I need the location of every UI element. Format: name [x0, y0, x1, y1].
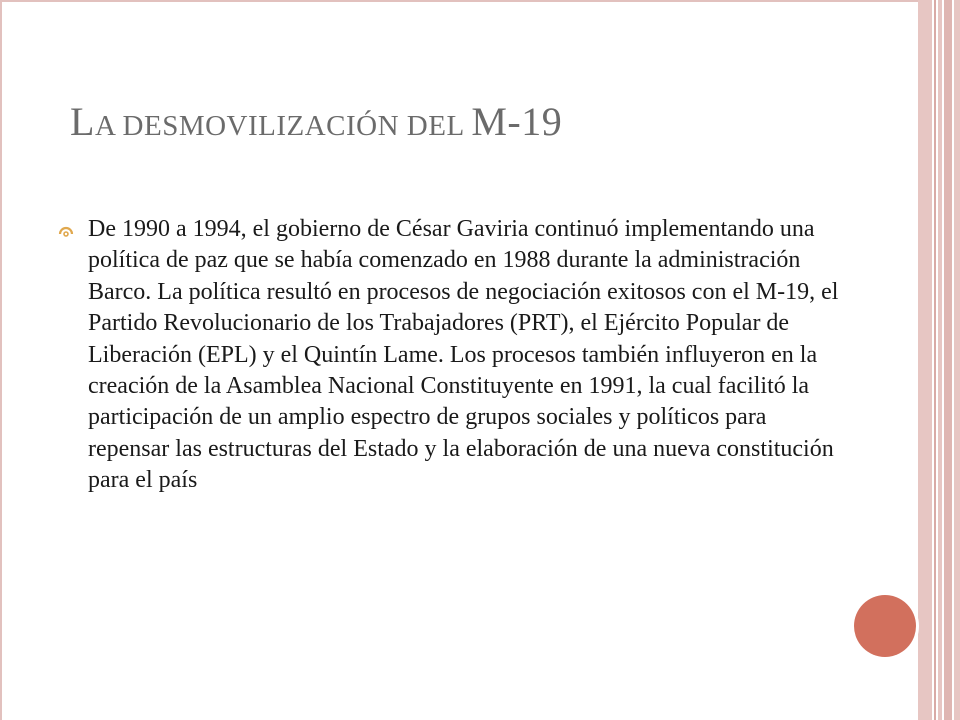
title-smallcaps: A DESMOVILIZACIÓN DEL: [94, 110, 472, 142]
slide-frame-left: [0, 0, 2, 720]
slide-frame-top: [0, 0, 918, 2]
title-suffix: M-19: [471, 99, 563, 144]
bullet-text: De 1990 a 1994, el gobierno de César Gaviria continuó implementando una política de paz que se había comenzado en 1988 durante la administración Barco. La política resultó en procesos de negociación exitosos con el M-19, el Partido Revolucionario de los Trabajadores (PRT), el Ejército Popular de Liberación (EPL) y el Quintín Lame. Los procesos también influyeron en la creación de la Asamblea Nacional Constituyente en 1991, la cual facilitó la participación de un amplio espectro de grupos sociales y políticos para repensar las estructuras del Estado y la elaboración de una nueva constitución para el país: [88, 216, 839, 494]
decorative-stripe: [954, 0, 960, 720]
decorative-stripe: [918, 0, 932, 720]
bullet-icon: [58, 226, 74, 240]
accent-circle: [854, 595, 916, 657]
decorative-stripe: [934, 0, 936, 720]
slide-title: [70, 98, 562, 145]
bullet-item: [58, 214, 848, 497]
decorative-stripe: [944, 0, 952, 720]
title-initial: L: [70, 99, 95, 144]
decorative-stripe: [938, 0, 942, 720]
